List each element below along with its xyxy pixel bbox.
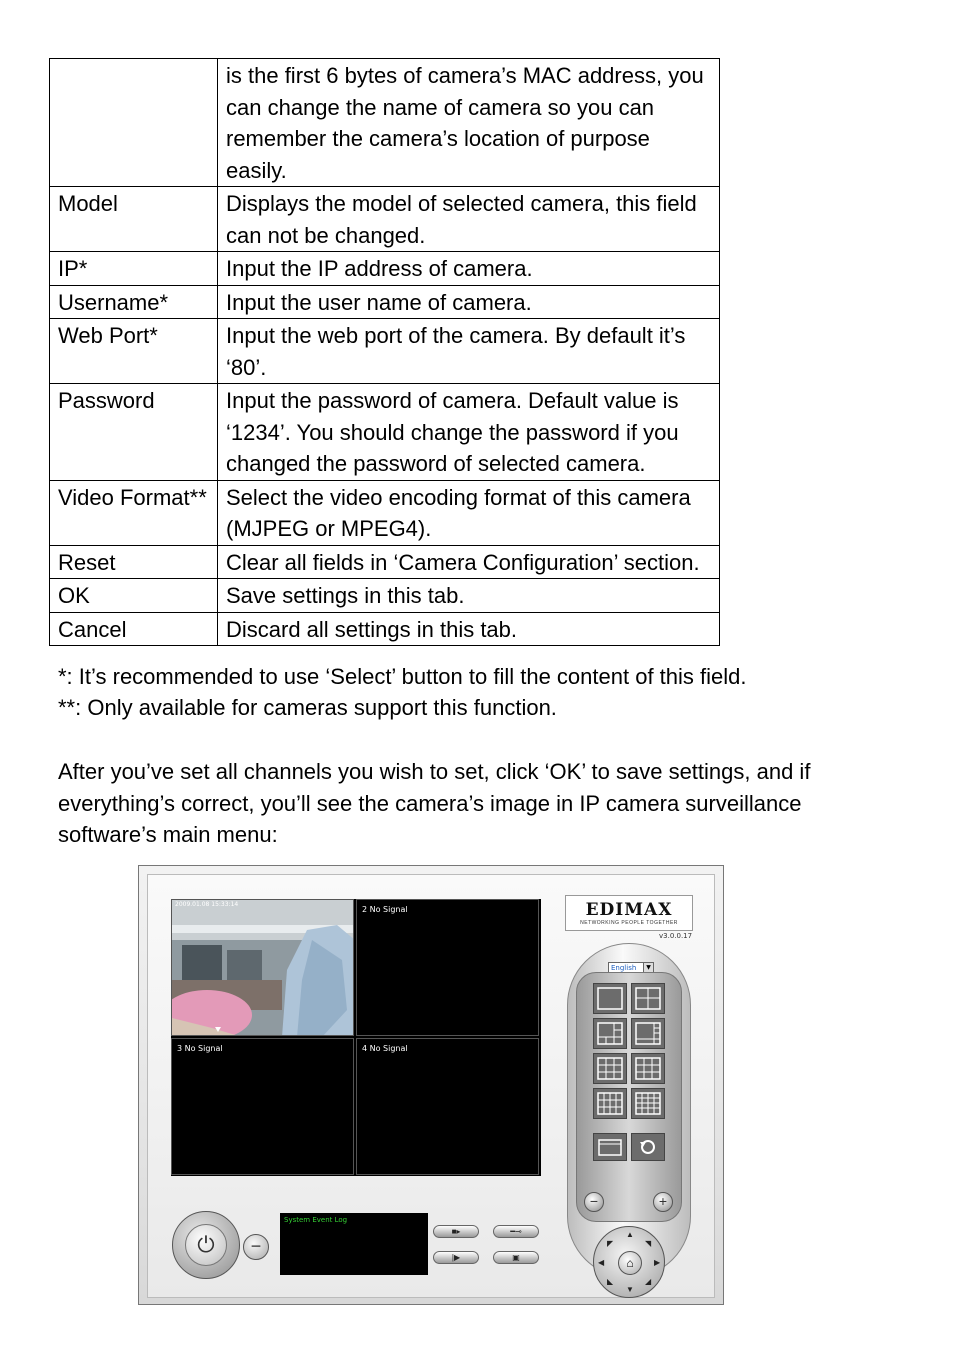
- param-description: Input the user name of camera.: [218, 285, 720, 319]
- channel-2-label: 2 No Signal: [362, 905, 408, 914]
- control-panel: [567, 943, 691, 1294]
- up-right-arrow-icon[interactable]: ◥: [645, 1239, 652, 1248]
- six-view-icon: [597, 1022, 623, 1045]
- nine-view-icon: [597, 1057, 623, 1080]
- param-description: Clear all fields in ‘Camera Configuration’ section.: [218, 545, 720, 579]
- channel-3-label: 3 No Signal: [177, 1044, 223, 1053]
- up-left-arrow-icon[interactable]: ◤: [607, 1239, 614, 1248]
- brand-tagline: NETWORKING PEOPLE TOGETHER: [580, 920, 678, 926]
- table-row: [50, 612, 720, 646]
- param-name: [50, 59, 218, 187]
- layout-buttons: [576, 972, 682, 1222]
- footnote-double-asterisk: **: Only available for cameras support this function.: [58, 695, 557, 720]
- camera-icon: ■▸: [451, 1227, 461, 1236]
- param-description: Displays the model of selected camera, this field can not be changed.: [218, 187, 720, 252]
- snapshot-button[interactable]: [493, 1251, 539, 1264]
- layout-16-button[interactable]: [631, 1088, 665, 1119]
- param-name: Model: [50, 187, 218, 252]
- table-row: [50, 285, 720, 319]
- snapshot-icon: ▣: [512, 1253, 520, 1262]
- param-description: Save settings in this tab.: [218, 579, 720, 613]
- video-grid: [171, 899, 541, 1176]
- thirteen-view-icon: [597, 1092, 623, 1115]
- channel-1-view[interactable]: [171, 899, 354, 1036]
- param-description: Discard all settings in this tab.: [218, 612, 720, 646]
- channel-4-view[interactable]: [356, 1038, 539, 1175]
- language-value: English: [611, 964, 637, 972]
- fullscreen-button[interactable]: [593, 1133, 627, 1161]
- channel-2-view[interactable]: [356, 899, 539, 1036]
- table-row: [50, 187, 720, 252]
- layout-4-button[interactable]: [631, 983, 665, 1014]
- version-label: v3.0.0.17: [659, 932, 693, 940]
- body-paragraph: After you’ve set all channels you wish to set, click ‘OK’ to save settings, and if everything’s correct, you’ll see the camera’s image in IP camera surveillance software’s main menu:: [58, 759, 811, 847]
- surveillance-software-screenshot: [138, 865, 724, 1305]
- param-name: Username*: [50, 285, 218, 319]
- param-name: Cancel: [50, 612, 218, 646]
- table-row: [50, 252, 720, 286]
- table-row: [50, 384, 720, 481]
- event-log-title: System Event Log: [284, 1216, 348, 1224]
- config-button[interactable]: [493, 1225, 539, 1238]
- power-icon: ⏻: [185, 1224, 227, 1266]
- zoom-in-button[interactable]: +: [653, 1192, 673, 1212]
- system-event-log: [280, 1213, 428, 1275]
- playback-button[interactable]: [433, 1251, 479, 1264]
- office-camera-image: [172, 900, 354, 1036]
- parameter-table: [49, 58, 720, 646]
- timestamp-label: 2009.01.08 15:33:14: [175, 901, 239, 908]
- record-button[interactable]: [433, 1225, 479, 1238]
- param-name: Web Port*: [50, 319, 218, 384]
- play-icon: |▶: [451, 1253, 461, 1262]
- param-name: Reset: [50, 545, 218, 579]
- param-description: Input the IP address of camera.: [218, 252, 720, 286]
- table-row: [50, 319, 720, 384]
- table-row: [50, 545, 720, 579]
- param-description: Select the video encoding format of this camera (MJPEG or MPEG4).: [218, 480, 720, 545]
- table-row: [50, 59, 720, 187]
- param-name: OK: [50, 579, 218, 613]
- wrench-icon: ━⊸: [510, 1227, 522, 1236]
- brand-logo: [565, 895, 693, 931]
- ten-view-icon: [635, 1057, 661, 1080]
- refresh-icon: [635, 1137, 661, 1157]
- down-arrow-icon[interactable]: ▼: [626, 1285, 634, 1294]
- param-name: Password: [50, 384, 218, 481]
- left-arrow-icon[interactable]: ◀: [598, 1258, 605, 1267]
- right-arrow-icon[interactable]: ▶: [654, 1258, 661, 1267]
- layout-6-button[interactable]: [593, 1018, 627, 1049]
- channel-4-label: 4 No Signal: [362, 1044, 408, 1053]
- param-description: Input the web port of the camera. By default it’s ‘80’.: [218, 319, 720, 384]
- chevron-down-icon: ▼: [643, 963, 653, 973]
- layout-9-button[interactable]: [593, 1053, 627, 1084]
- layout-8-button[interactable]: [631, 1018, 665, 1049]
- ptz-dpad[interactable]: [593, 1226, 665, 1298]
- single-view-icon: [597, 987, 623, 1010]
- table-row: [50, 480, 720, 545]
- layout-13-button[interactable]: [593, 1088, 627, 1119]
- param-description: is the first 6 bytes of camera’s MAC address, you can change the name of camera so you can remember the camera’s location of purpose easily.: [218, 59, 720, 187]
- layout-1-button[interactable]: [593, 983, 627, 1014]
- cycle-button[interactable]: [631, 1133, 665, 1161]
- fullscreen-icon: [597, 1137, 623, 1157]
- table-row: [50, 579, 720, 613]
- sixteen-view-icon: [635, 1092, 661, 1115]
- down-right-arrow-icon[interactable]: ◢: [645, 1277, 652, 1286]
- footnote-single-asterisk: *: It’s recommended to use ‘Select’ button to fill the content of this field.: [58, 664, 747, 689]
- up-arrow-icon[interactable]: ▲: [626, 1230, 634, 1239]
- param-name: Video Format**: [50, 480, 218, 545]
- home-icon[interactable]: ⌂: [618, 1251, 642, 1275]
- param-description: Input the password of camera. Default value is ‘1234’. You should change the password if you changed the password of selected camera.: [218, 384, 720, 481]
- minimize-button[interactable]: −: [243, 1234, 269, 1260]
- quad-view-icon: [635, 987, 661, 1010]
- eight-view-icon: [635, 1022, 661, 1045]
- power-button[interactable]: [172, 1211, 240, 1279]
- down-left-arrow-icon[interactable]: ◣: [607, 1277, 614, 1286]
- param-name: IP*: [50, 252, 218, 286]
- brand-name: EDIMAX: [585, 900, 673, 920]
- layout-10-button[interactable]: [631, 1053, 665, 1084]
- zoom-out-button[interactable]: −: [584, 1192, 604, 1212]
- channel-3-view[interactable]: [171, 1038, 354, 1175]
